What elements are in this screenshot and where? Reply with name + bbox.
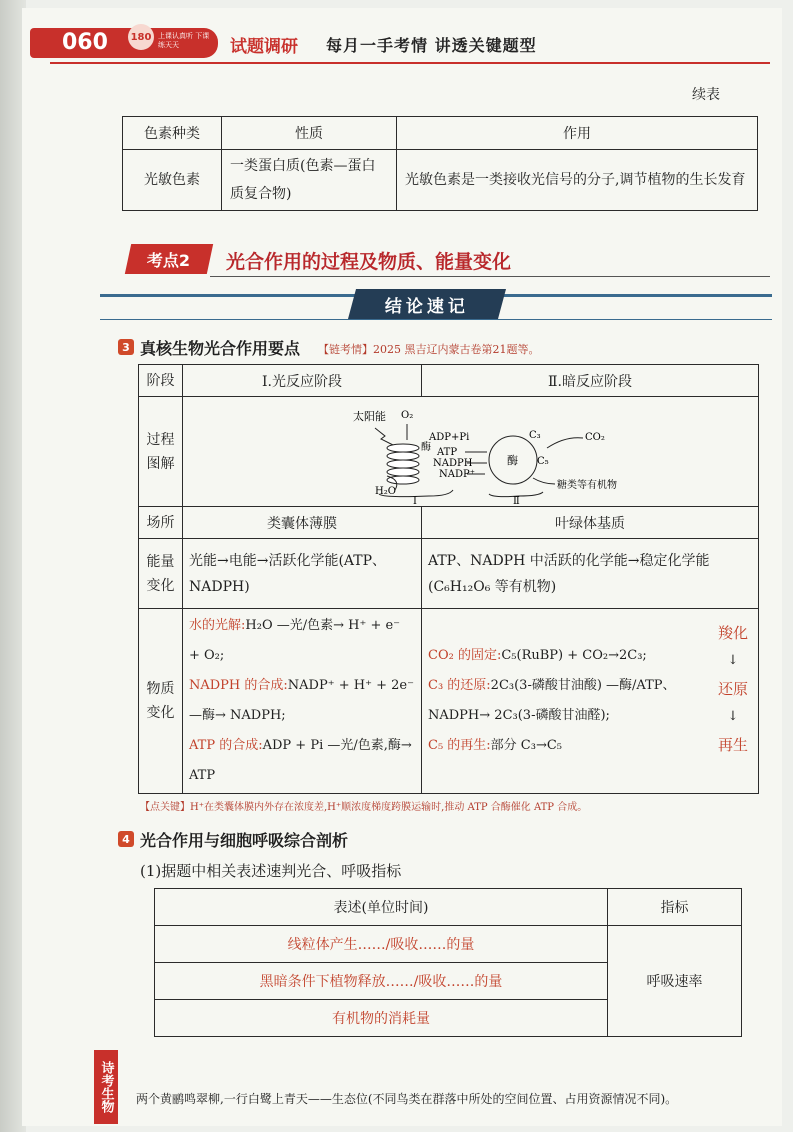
place-label: 场所	[139, 507, 183, 539]
matter1-cell	[183, 609, 422, 794]
step-arrow-1: ↓	[727, 653, 739, 668]
c3-reduction-line: C₃ 的还原:2C₃(3-磷酸甘油酸) —酶/ATP、NADPH→ 2C₃(3-磷酸甘油醛);	[428, 678, 676, 723]
subsection-1: (1)据题中相关表述速判光合、呼吸指标	[140, 862, 402, 880]
diagram-h2o-label: H₂O	[375, 485, 396, 497]
header-subtitle: 每月一手考情 讲透关键题型	[326, 36, 537, 55]
pigment-header-kind: 色素种类	[123, 117, 222, 150]
pigment-header-property: 性质	[222, 117, 397, 150]
item4-title: 光合作用与细胞呼吸综合剖析	[140, 831, 349, 850]
energy2-cell: ATP、NADPH 中活跃的化学能→稳定化学能(C₆H₁₂O₆ 等有机物)	[422, 539, 759, 609]
item-number-badge: 3	[118, 339, 134, 355]
brand-logo-icon: 180	[128, 24, 154, 50]
conclusion-badge: 结论速记	[348, 289, 506, 319]
stage-label: 阶段	[139, 365, 183, 397]
place2-cell: 叶绿体基质	[422, 507, 759, 539]
section-badge: 考点2	[125, 244, 213, 274]
stage1-header: Ⅰ.光反应阶段	[183, 365, 422, 397]
diagram-co2-label: CO₂	[585, 431, 605, 443]
energy1-cell: 光能→电能→活跃化学能(ATP、NADPH)	[183, 539, 422, 609]
pigment-cell-kind: 光敏色素	[123, 150, 222, 211]
indicator-row: 黑暗条件下植物释放……/吸收……的量	[155, 963, 608, 1000]
diagram-co2-arrow	[547, 437, 583, 447]
energy-label: 能量变化	[139, 539, 183, 609]
diagram-sugar-arrow	[533, 478, 555, 484]
diagram-light-arrow	[375, 428, 393, 445]
process-diagram-cell	[183, 397, 759, 507]
diagram-stage1-label: Ⅰ	[413, 495, 417, 506]
diagram-c3-label: C₃	[529, 429, 541, 441]
photosynthesis-diagram	[183, 398, 758, 506]
pigment-header-function: 作用	[397, 117, 758, 150]
section-title: 光合作用的过程及物质、能量变化	[226, 251, 512, 273]
step-regeneration: 再生	[717, 736, 748, 754]
diagram-c5-label: C₅	[537, 455, 549, 467]
calvin-steps	[718, 619, 748, 759]
header-rule	[50, 62, 770, 64]
matter-label: 物质变化	[139, 609, 183, 794]
indicator-header-index: 指标	[608, 889, 742, 926]
process-label: 过程图解	[139, 397, 183, 507]
exam-tag: 【链考情】2025 黑吉辽内蒙古卷第21题等。	[318, 343, 540, 356]
diagram-nadp-label: NADP⁺	[439, 468, 475, 480]
footer-tab: 诗考生物	[94, 1050, 118, 1124]
diagram-enzyme2-label: 酶	[507, 453, 518, 467]
diagram-sugar-label: 糖类等有机物	[557, 479, 617, 491]
stage2-header: Ⅱ.暗反应阶段	[422, 365, 759, 397]
header-slogan: 上课认真听 下课练天天	[158, 32, 210, 49]
diagram-enzyme1-label: 酶	[421, 441, 431, 453]
diagram-sun-label: 太阳能	[353, 409, 386, 423]
page-header	[30, 24, 770, 64]
atp-synthesis-line: ATP 的合成:ADP + Pi —光/色素,酶→ ATP	[189, 738, 412, 783]
section-rule	[210, 276, 770, 277]
co2-fixation-line: CO₂ 的固定:C₅(RuBP) + CO₂→2C₃;	[428, 648, 647, 663]
item3-title: 真核生物光合作用要点	[140, 339, 301, 358]
indicator-row: 线粒体产生……/吸收……的量	[155, 926, 608, 963]
water-photolysis-line: 水的光解:H₂O —光/色素→ H⁺ + e⁻ + O₂;	[189, 618, 401, 663]
step-reduction: 还原	[717, 680, 748, 698]
diagram-o2-label: O₂	[401, 409, 414, 421]
diagram-adp-label: ADP+Pi	[429, 431, 470, 443]
indicator-row: 有机物的消耗量	[155, 1000, 608, 1037]
footer-text: 两个黄鹂鸣翠柳,一行白鹭上青天——生态位(不同鸟类在群落中所处的空间位置、占用资源情况不同)。	[136, 1092, 678, 1106]
diagram-atp-label: ATP	[437, 446, 458, 458]
nadph-synthesis-line: NADPH 的合成:NADP⁺ + H⁺ + 2e⁻ —酶→ NADPH;	[189, 678, 414, 723]
indicator-table	[154, 888, 742, 1037]
diagram-nadph-label: NADPH	[433, 457, 473, 469]
pigment-cell-function: 光敏色素是一类接收光信号的分子,调节植物的生长发育	[397, 150, 758, 211]
place1-cell: 类囊体薄膜	[183, 507, 422, 539]
diagram-stage2-label: Ⅱ	[513, 495, 520, 506]
indicator-respiration-rate: 呼吸速率	[608, 926, 742, 1037]
indicator-header-statement: 表述(单位时间)	[155, 889, 608, 926]
pigment-table	[122, 116, 758, 211]
matter2-cell	[422, 609, 759, 794]
pigment-cell-property: 一类蛋白质(色素—蛋白质复合物)	[222, 150, 397, 211]
continued-label: 续表	[692, 87, 720, 103]
c5-regeneration-line: C₅ 的再生:部分 C₃→C₅	[428, 738, 563, 753]
photosynthesis-table	[138, 364, 759, 794]
item-number-badge: 4	[118, 831, 134, 847]
step-arrow-2: ↓	[727, 709, 739, 724]
key-note: 【点关键】H⁺在类囊体膜内外存在浓度差,H⁺顺浓度梯度跨膜运输时,推动 ATP 合酶催化 ATP 合成。	[140, 802, 588, 813]
page-number: 060	[62, 30, 108, 55]
header-title: 试题调研	[230, 37, 298, 57]
step-carboxylation: 羧化	[717, 624, 748, 642]
